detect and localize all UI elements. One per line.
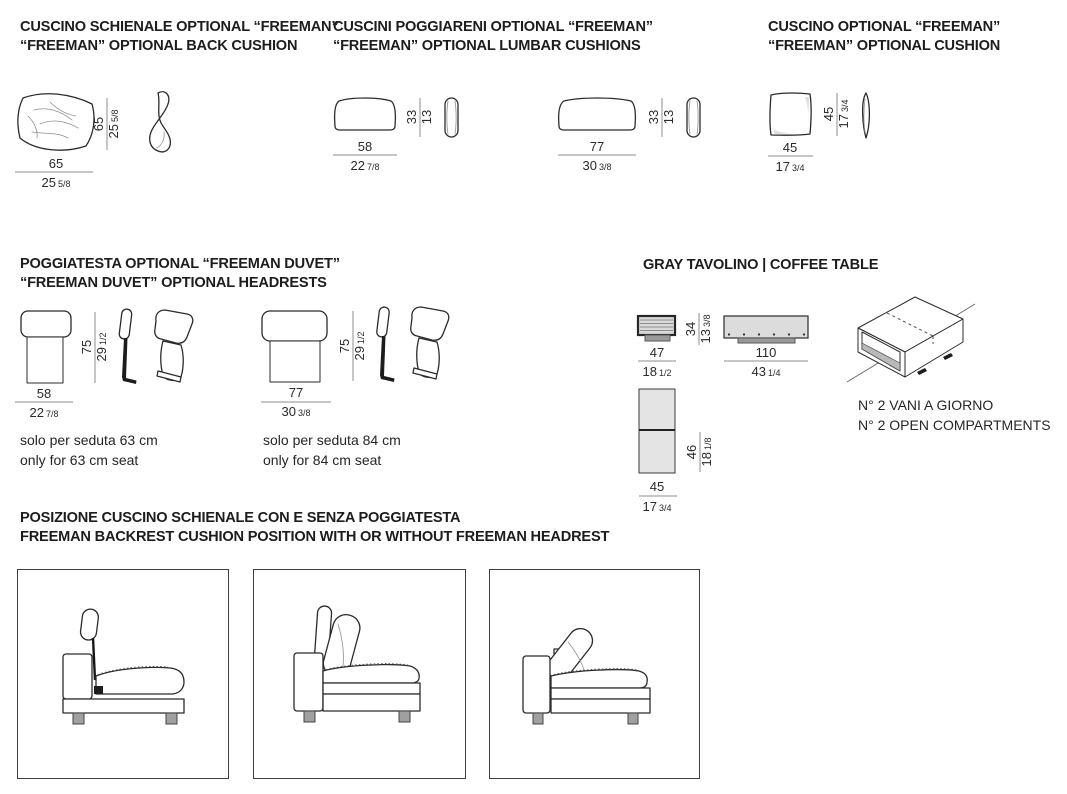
headrest-front-drawing bbox=[21, 311, 71, 383]
headrest-front-drawing bbox=[262, 311, 327, 382]
note-italian: solo per seduta 63 cm bbox=[20, 432, 158, 448]
dim-height-cm: 75 bbox=[337, 338, 352, 354]
dim-width-cm: 77 bbox=[589, 139, 605, 154]
pillow-front-drawing bbox=[18, 94, 94, 150]
table-top-width-dimension bbox=[639, 479, 677, 514]
width-dimension bbox=[15, 156, 93, 190]
arm-block bbox=[523, 656, 550, 713]
dim-width-in: 17 3/4 bbox=[775, 159, 805, 174]
table-isometric-drawing bbox=[845, 290, 1005, 395]
dim-width-in: 30 3/8 bbox=[582, 158, 612, 173]
height-dimension bbox=[337, 311, 367, 381]
cushion-side-drawing bbox=[863, 93, 870, 138]
sofa-side-cushion-only bbox=[490, 570, 701, 780]
lumbar-cushion-front-drawing bbox=[335, 98, 396, 130]
height-dimension bbox=[821, 93, 851, 136]
dim-height-cm: 65 bbox=[91, 116, 106, 132]
square-cushion-front-drawing bbox=[770, 93, 811, 135]
note-english: N° 2 OPEN COMPARTMENTS bbox=[858, 416, 1051, 433]
position-box-headrest-up bbox=[17, 569, 229, 779]
table-compartments-note bbox=[858, 396, 1051, 435]
dim-width-cm: 58 bbox=[36, 386, 52, 401]
title-english: FREEMAN BACKREST CUSHION POSITION WITH OR WITHOUT FREEMAN HEADREST bbox=[20, 529, 610, 545]
title-english: “FREEMAN” OPTIONAL CUSHION bbox=[768, 38, 1001, 54]
hinge-bracket bbox=[94, 686, 103, 694]
leg bbox=[399, 711, 410, 722]
cushion45-diagram bbox=[765, 85, 880, 195]
dim-height-in: 133/8 bbox=[698, 314, 713, 344]
height-dimension bbox=[79, 312, 109, 383]
seat-base bbox=[323, 683, 420, 694]
foot-mark bbox=[943, 353, 953, 360]
headrest-post bbox=[93, 638, 95, 680]
dim-width-cm: 77 bbox=[288, 385, 304, 400]
width-dimension bbox=[558, 139, 636, 173]
width-dimension bbox=[261, 385, 331, 419]
seat-base bbox=[551, 688, 650, 699]
title-english: “FREEMAN” OPTIONAL BACK CUSHION bbox=[20, 38, 298, 54]
headrest-small-note bbox=[20, 431, 158, 470]
base-rail bbox=[551, 699, 650, 713]
dim-height-in: 13 bbox=[419, 109, 434, 125]
title-italian: POGGIATESTA OPTIONAL “FREEMAN DUVET” bbox=[20, 256, 340, 272]
section-back-cushion-title bbox=[20, 18, 338, 56]
dim-height-in: 13 bbox=[661, 109, 676, 125]
title-english: “FREEMAN DUVET” OPTIONAL HEADRESTS bbox=[20, 275, 327, 291]
dim-depth-in: 181/8 bbox=[699, 437, 714, 467]
table-front-width-dimension bbox=[724, 345, 808, 379]
dim-height-in: 173/4 bbox=[836, 99, 851, 129]
pillow-side-drawing bbox=[150, 92, 171, 152]
dim-width-cm: 47 bbox=[649, 345, 665, 360]
sofa-side-headrest-no-cushion bbox=[18, 570, 230, 780]
dim-width-in: 17 3/4 bbox=[642, 499, 672, 514]
dim-height-cm: 34 bbox=[683, 321, 698, 337]
dim-height-cm: 45 bbox=[821, 106, 836, 122]
table-front-view-drawing bbox=[724, 316, 808, 343]
dim-height-cm: 75 bbox=[79, 339, 94, 355]
dim-width-in: 22 7/8 bbox=[29, 405, 59, 420]
table-side-width-dimension bbox=[638, 345, 676, 379]
note-english: only for 84 cm seat bbox=[263, 451, 382, 468]
table-views-diagram bbox=[635, 300, 835, 515]
base-rail bbox=[323, 694, 420, 711]
dim-width-cm: 65 bbox=[48, 156, 64, 171]
title-english: “FREEMAN” OPTIONAL LUMBAR CUSHIONS bbox=[333, 38, 641, 54]
section-headrests-title bbox=[20, 255, 340, 293]
leg bbox=[533, 713, 543, 724]
section-lumbar-title bbox=[333, 18, 653, 56]
height-dimension bbox=[646, 98, 676, 137]
note-italian: solo per seduta 84 cm bbox=[263, 432, 401, 448]
dim-depth-cm: 46 bbox=[684, 444, 699, 460]
dim-width-cm: 58 bbox=[357, 139, 373, 154]
lumbar-cushion-front-drawing bbox=[559, 98, 636, 130]
table-height-dimension bbox=[683, 313, 713, 345]
dim-width-in: 25 5/8 bbox=[41, 175, 71, 190]
sofa-side-headrest-with-cushion bbox=[254, 570, 467, 780]
title-italian: CUSCINO OPTIONAL “FREEMAN” bbox=[768, 19, 1001, 35]
dim-height-in: 255/8 bbox=[106, 109, 121, 139]
position-box-no-headrest bbox=[489, 569, 700, 779]
note-italian: N° 2 VANI A GIORNO bbox=[858, 397, 994, 413]
dim-height-cm: 33 bbox=[646, 109, 661, 125]
headrest-side-drawing bbox=[119, 309, 137, 384]
lumbar-large-diagram bbox=[555, 90, 705, 190]
table-top-view-drawing bbox=[639, 389, 675, 473]
table-top-depth-dimension bbox=[684, 432, 714, 472]
section-table-title bbox=[643, 256, 878, 275]
base-rail bbox=[63, 699, 184, 713]
dim-height-in: 291/2 bbox=[352, 331, 367, 361]
note-english: only for 63 cm seat bbox=[20, 451, 139, 468]
back-cushion-diagram bbox=[10, 88, 195, 198]
headrest-side-drawing bbox=[376, 307, 394, 382]
height-dimension bbox=[404, 98, 434, 137]
dim-width-in: 18 1/2 bbox=[642, 364, 672, 379]
title-italian: POSIZIONE CUSCINO SCHIENALE CON E SENZA POGGIATESTA bbox=[20, 510, 461, 526]
title: GRAY TAVOLINO | COFFEE TABLE bbox=[643, 257, 879, 273]
dim-width-cm: 45 bbox=[782, 140, 798, 155]
leg bbox=[73, 713, 84, 724]
width-dimension bbox=[768, 140, 813, 174]
position-box-headrest-with-cushion bbox=[253, 569, 466, 779]
leg bbox=[628, 713, 638, 724]
dim-width-in: 22 7/8 bbox=[350, 158, 380, 173]
dim-height-cm: 33 bbox=[404, 109, 419, 125]
width-dimension bbox=[333, 139, 397, 173]
headrest-large-note bbox=[263, 431, 401, 470]
section-cushion-title bbox=[768, 18, 1000, 56]
leg bbox=[166, 713, 177, 724]
dim-width-cm: 45 bbox=[649, 479, 665, 494]
height-dimension bbox=[91, 98, 121, 150]
lumbar-cushion-side-drawing bbox=[445, 98, 458, 137]
dim-width-in: 30 3/8 bbox=[281, 404, 311, 419]
title-italian: CUSCINI POGGIARENI OPTIONAL “FREEMAN” bbox=[333, 19, 653, 35]
headrest-three-quarter-drawing bbox=[155, 310, 193, 382]
headrest-slab bbox=[80, 608, 100, 641]
section-positions-title bbox=[20, 509, 609, 547]
arm-block bbox=[63, 654, 92, 699]
dim-height-in: 291/2 bbox=[94, 332, 109, 362]
width-dimension bbox=[15, 386, 73, 420]
dim-width-cm: 110 bbox=[755, 345, 777, 360]
dim-width-in: 43 1/4 bbox=[751, 364, 781, 379]
arm-block bbox=[294, 653, 323, 711]
lumbar-cushion-side-drawing bbox=[687, 98, 700, 137]
leg bbox=[304, 711, 315, 722]
lumbar-small-diagram bbox=[330, 90, 470, 190]
headrest-three-quarter-drawing bbox=[411, 307, 449, 379]
title-italian: CUSCINO SCHIENALE OPTIONAL “FREEMAN” bbox=[20, 19, 339, 35]
table-side-view-drawing bbox=[638, 316, 675, 341]
